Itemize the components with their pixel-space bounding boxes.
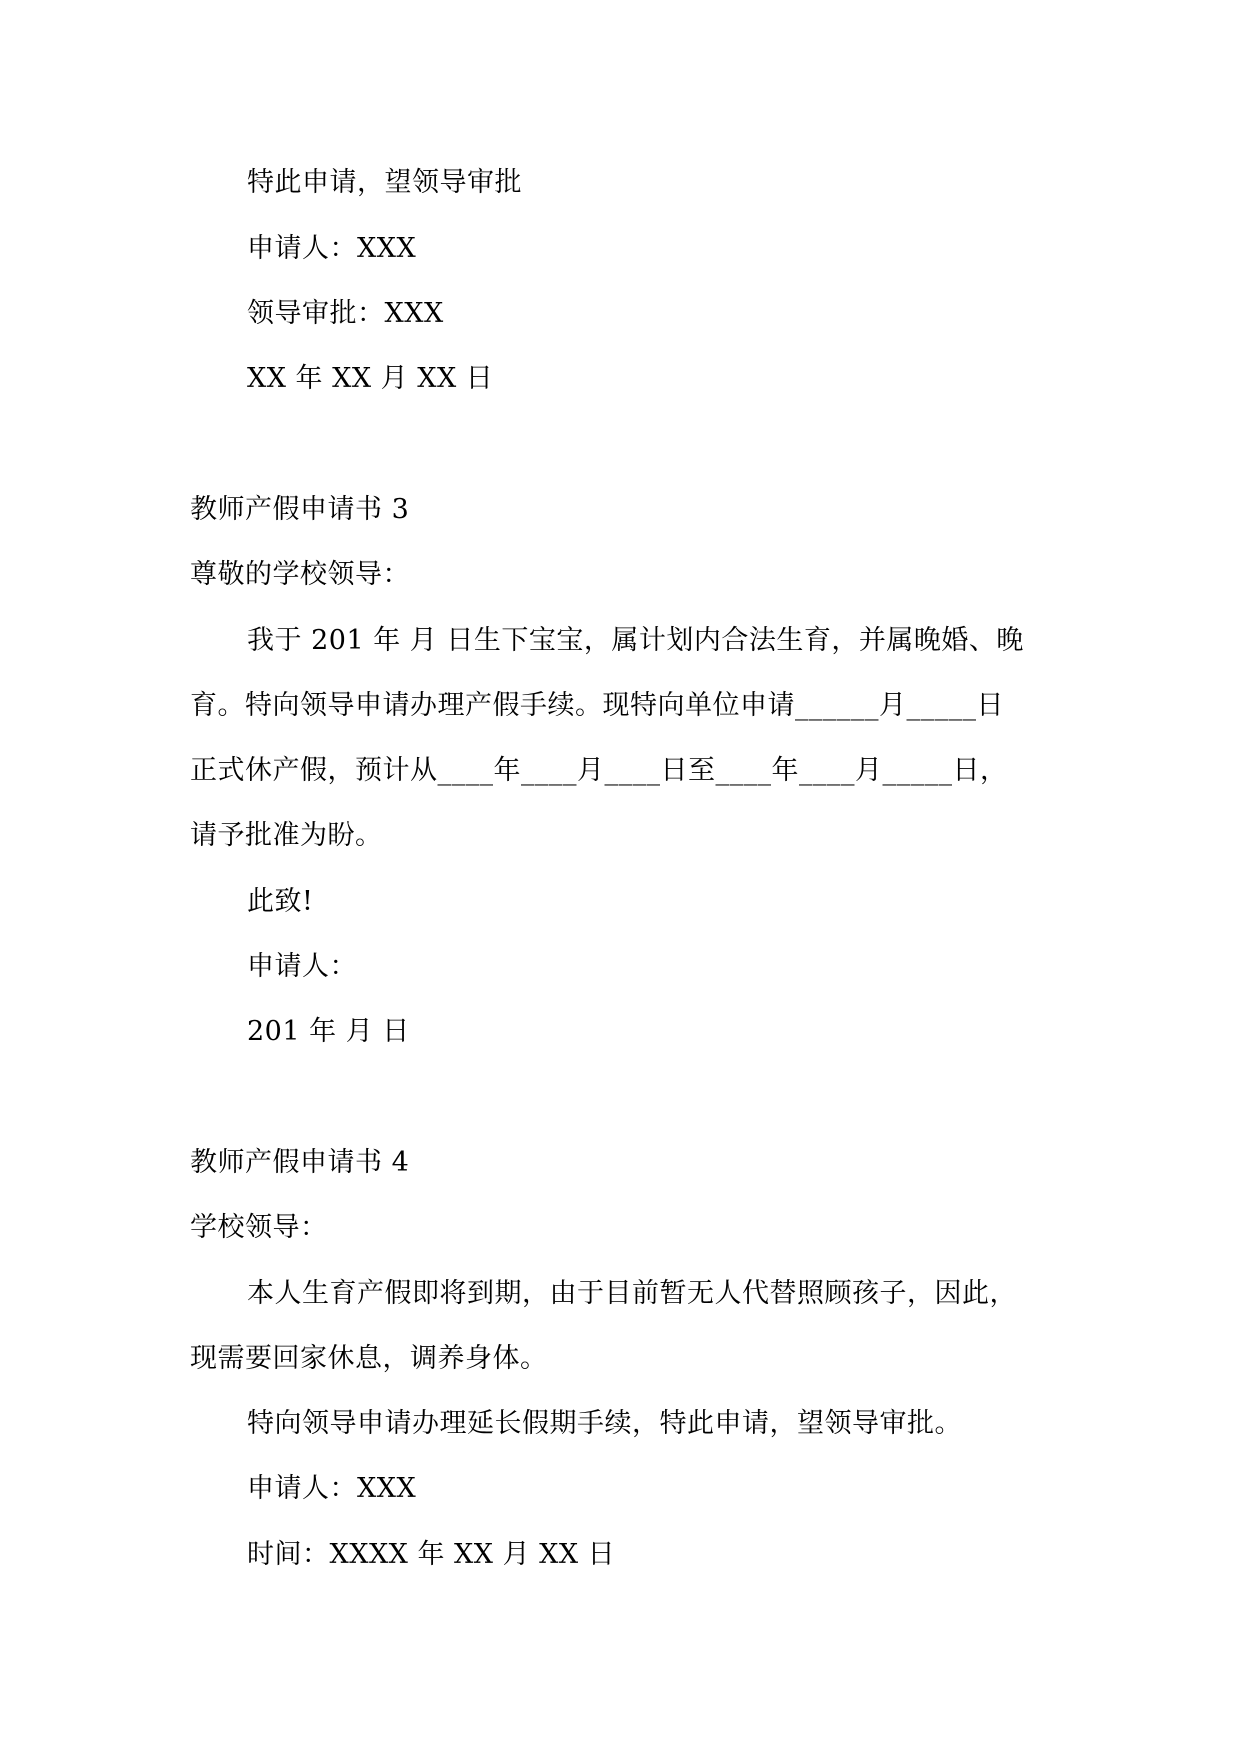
request-line: 特向领导申请办理延长假期手续，特此申请，望领导审批。 [247,1408,962,1439]
closing-line: 此致! [247,886,314,917]
closing-line: 特此申请，望领导审批 [247,167,522,198]
body-line: 育。特向领导申请办理产假手续。现特向单位申请______月_____日 [190,690,1004,721]
body-line: 现需要回家休息，调养身体。 [190,1343,548,1374]
section-title: 教师产假申请书 3 [190,494,410,525]
date-line: 201 年 月 日 [247,1016,410,1047]
applicant-line: 申请人： [247,951,357,982]
body-line: 我于 201 年 月 日生下宝宝，属计划内合法生育，并属晚婚、晚 [247,625,1024,656]
applicant-line: 申请人：XXX [247,233,417,264]
body-line: 请予批准为盼。 [190,820,383,851]
approval-line: 领导审批：XXX [247,298,444,329]
salutation: 学校领导： [190,1212,328,1243]
body-line: 正式休产假，预计从____年____月____日至____年____月_____日， [190,755,1008,786]
date-line: 时间：XXXX 年 XX 月 XX 日 [247,1539,616,1570]
date-line: XX 年 XX 月 XX 日 [247,363,494,394]
section-title: 教师产假申请书 4 [190,1147,410,1178]
applicant-line: 申请人：XXX [247,1473,417,1504]
body-line: 本人生育产假即将到期，由于目前暂无人代替照顾孩子，因此， [247,1278,1017,1309]
salutation: 尊敬的学校领导： [190,559,410,590]
